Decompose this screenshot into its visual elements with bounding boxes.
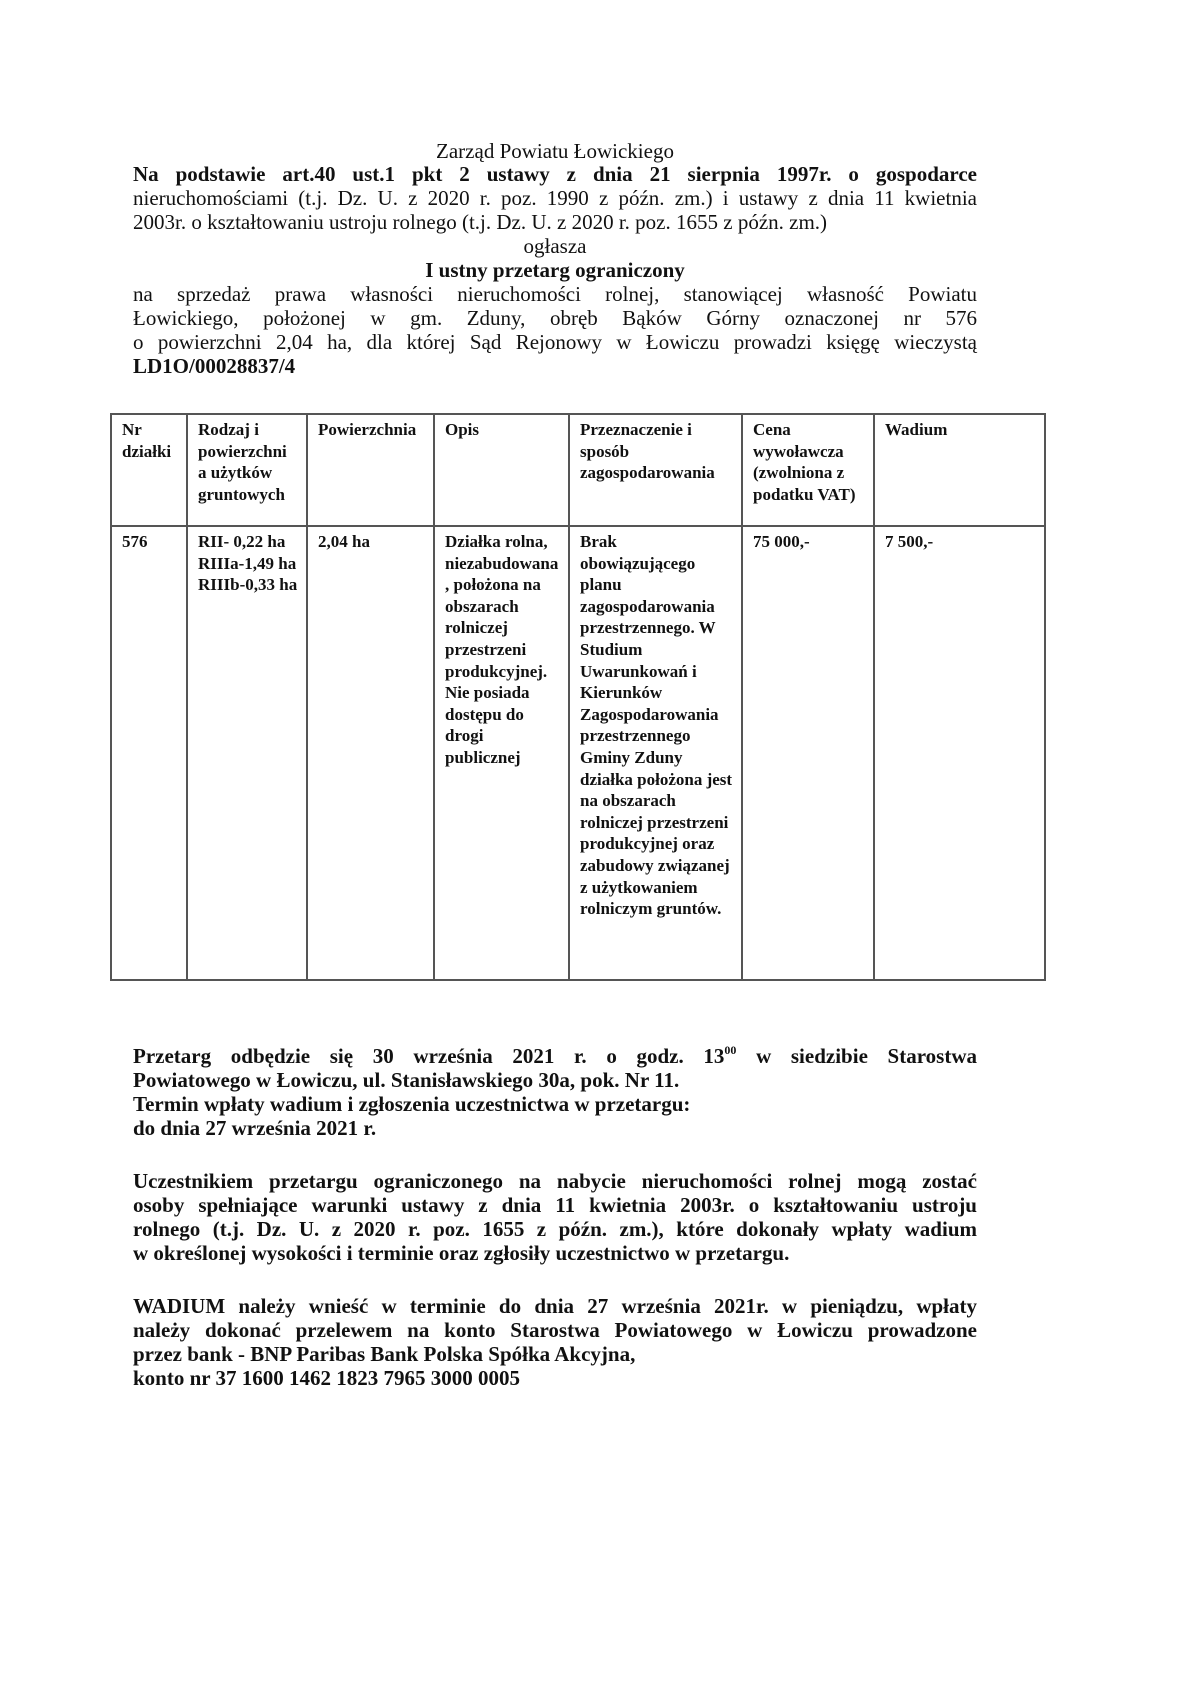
column-header-wadium: Wadium	[874, 414, 1045, 526]
cell-nr: 576	[111, 526, 187, 980]
cell-wadium: 7 500,-	[874, 526, 1045, 980]
document-title: I ustny przetarg ograniczony	[425, 258, 685, 282]
deadline-label: Termin wpłaty wadium i zgłoszenia uczestnictwa w przetargu:	[133, 1092, 691, 1116]
legal-basis-line-1: Na podstawie art.40 ust.1 pkt 2 ustawy z dnia 21 sierpnia 1997r. o gospodarce	[133, 162, 977, 186]
cell-opis: Działka rolna, niezabudowana, położona na obszarach rolniczej przestrzeni produkcyjnej. Nie posiada dostępu do drogi publicznej	[434, 526, 569, 980]
cell-powierzchnia: 2,04 ha	[307, 526, 434, 980]
participants-line-2: osoby spełniające warunki ustawy z dnia 11 kwietnia 2003r. o kształtowaniu ustroju	[133, 1193, 977, 1217]
deposit-bank: przez bank - BNP Paribas Bank Polska Spółka Akcyjna,	[133, 1342, 636, 1366]
column-header-powierzchnia: Powierzchnia	[307, 414, 434, 526]
auction-date-suffix: w siedzibie Starostwa	[736, 1044, 977, 1068]
auction-time-minutes: 00	[724, 1043, 737, 1057]
subject-line-3: o powierzchni 2,04 ha, dla której Sąd Rejonowy w Łowiczu prowadzi księgę wieczystą	[133, 330, 977, 354]
table-header-row	[111, 414, 1045, 526]
auction-location: Powiatowego w Łowiczu, ul. Stanisławskiego 30a, pok. Nr 11.	[133, 1068, 680, 1092]
deposit-line-1: WADIUM należy wnieść w terminie do dnia 27 września 2021r. w pieniądzu, wpłaty	[133, 1294, 977, 1318]
land-register-number: LD1O/00028837/4	[133, 354, 296, 378]
legal-basis-line-3: 2003r. o kształtowaniu ustroju rolnego (t.j. Dz. U. z 2020 r. poz. 1655 z późn. zm.)	[133, 210, 828, 234]
deadline-date: do dnia 27 września 2021 r.	[133, 1116, 377, 1140]
participants-line-4: w określonej wysokości i terminie oraz zgłosiły uczestnictwo w przetargu.	[133, 1241, 790, 1265]
participants-line-3: rolnego (t.j. Dz. U. z 2020 r. poz. 1655 z późn. zm.), które dokonały wpłaty wadium	[133, 1217, 977, 1241]
column-header-rodzaj: Rodzaj i powierzchni a użytków gruntowych	[187, 414, 307, 526]
cell-cena: 75 000,-	[742, 526, 874, 980]
column-header-cena: Cena wywoławcza (zwolniona z podatku VAT)	[742, 414, 874, 526]
auction-date-line	[133, 1045, 977, 1068]
participants-line-1: Uczestnikiem przetargu ograniczonego na nabycie nieruchomości rolnej mogą zostać	[133, 1169, 977, 1193]
subject-line-1: na sprzedaż prawa własności nieruchomości rolnej, stanowiącej własność Powiatu	[133, 282, 977, 306]
column-header-przeznaczenie: Przeznaczenie i sposób zagospodarowania	[569, 414, 742, 526]
announces-label: ogłasza	[523, 234, 587, 258]
deposit-account-number: konto nr 37 1600 1462 1823 7965 3000 0005	[133, 1366, 520, 1390]
cell-przeznaczenie: Brak obowiązującego planu zagospodarowania przestrzennego. W Studium Uwarunkowań i Kierunków Zagospodarowania przestrzennego Gminy Zduny działka położona jest na obszarach rolniczej przestrzeni produkcyjnej oraz zabudowy związanej z użytkowaniem rolniczym gruntów.	[569, 526, 742, 980]
table-row	[111, 526, 1045, 980]
cell-rodzaj: RII- 0,22 ha RIIIa-1,49 ha RIIIb-0,33 ha	[187, 526, 307, 980]
auction-date-prefix: Przetarg odbędzie się 30 września 2021 r. o godz. 13	[133, 1044, 725, 1068]
authority-heading: Zarząd Powiatu Łowickiego	[436, 139, 674, 163]
subject-line-2: Łowickiego, położonej w gm. Zduny, obręb Bąków Górny oznaczonej nr 576	[133, 306, 977, 330]
property-table	[110, 413, 1046, 981]
deposit-line-2: należy dokonać przelewem na konto Starostwa Powiatowego w Łowiczu prowadzone	[133, 1318, 977, 1342]
column-header-nr: Nr działki	[111, 414, 187, 526]
column-header-opis: Opis	[434, 414, 569, 526]
legal-basis-line-2: nieruchomościami (t.j. Dz. U. z 2020 r. poz. 1990 z późn. zm.) i ustawy z dnia 11 kwietnia	[133, 186, 977, 210]
